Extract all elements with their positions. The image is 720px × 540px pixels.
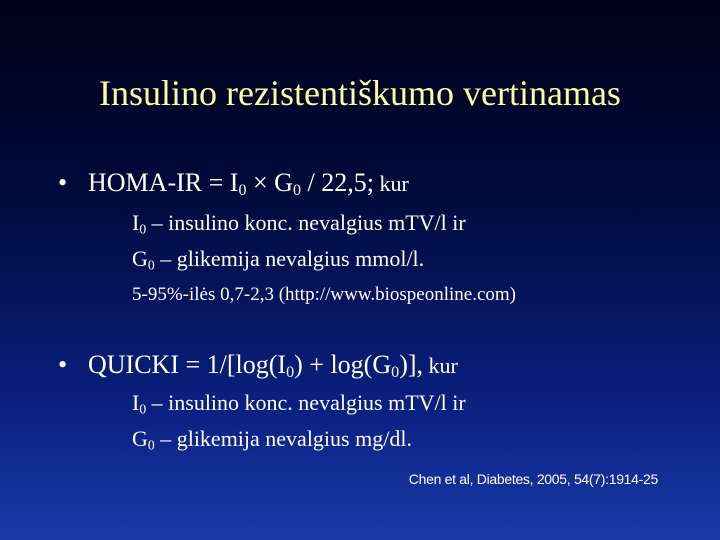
homa-formula: • HOMA-IR = $I_0 \times G_0 / 22,5$; kur bbox=[58, 168, 409, 200]
quicki-formula: • QUICKI = $1/[\log(I_0) + \log(G_0)]$, kur bbox=[58, 350, 458, 382]
slide-title: Insulino rezistentiškumo vertinamas bbox=[99, 73, 621, 113]
bullet-dot: • bbox=[58, 350, 68, 379]
citation: Chen et al, Diabetes, 2005, 54(7):1914-25 bbox=[408, 471, 658, 487]
quicki-def-i0: $I_0$ – insulino konc. nevalgius mTV/l ir bbox=[132, 390, 466, 417]
homa-def-i0: $I_0$ – insulino konc. nevalgius mTV/l ir bbox=[132, 210, 466, 237]
homa-reference-range: 5-95%-ilės 0,7-2,3 (http://www.biospeonline.com) bbox=[132, 284, 516, 305]
quicki-def-g0: $G_0$ – glikemija nevalgius mg/dl. bbox=[132, 426, 412, 453]
homa-def-g0: $G_0$ – glikemija nevalgius mmol/l. bbox=[132, 246, 425, 273]
bullet-dot: • bbox=[58, 168, 68, 197]
